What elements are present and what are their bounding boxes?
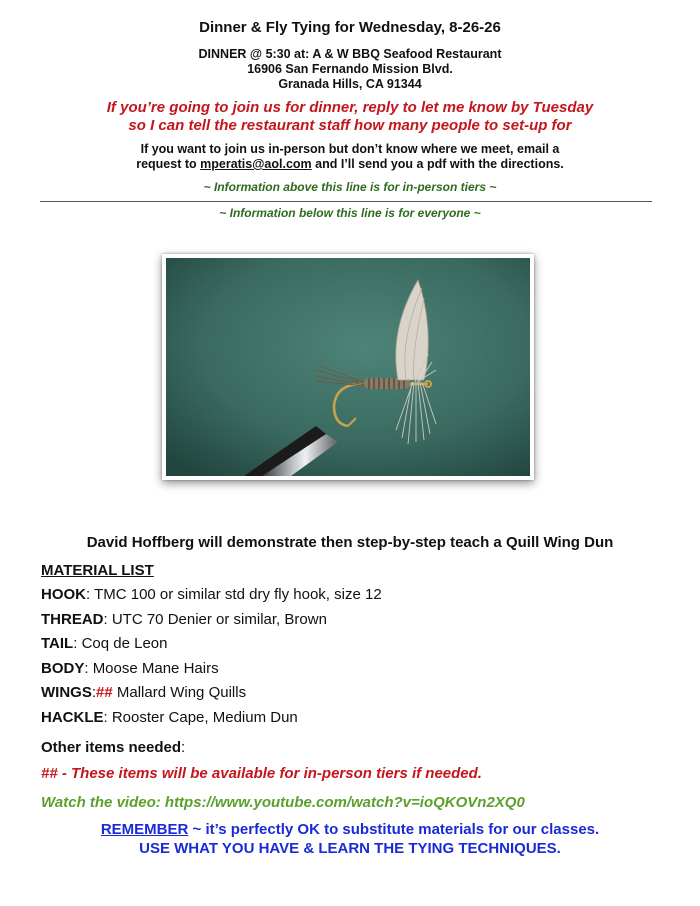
material-value: Rooster Cape, Medium Dun [111,708,298,726]
remember-keyword: REMEMBER [100,821,189,838]
directions-post: and I’ll send you a pdf with the directions. [311,157,564,171]
material-value: Moose Mane Hairs [92,659,219,677]
availability-note: ## - These items will be available for in-person tiers if needed. [41,765,482,782]
material-label: WINGS [41,684,92,701]
rsvp-line-1: If you’re going to join us for dinner, reply to let me know by Tuesday [106,99,594,116]
directions-line-2 [0,157,700,172]
demo-announcement: David Hoffberg will demonstrate then step-by-step teach a Quill Wing Dun [86,534,614,551]
other-items-colon: : [181,739,186,756]
material-sep: : [84,659,93,677]
rsvp-line-2: so I can tell the restaurant staff how many people to set-up for [128,117,572,134]
quill-wing-dun-image [166,258,530,476]
material-wings [41,684,661,709]
material-hook [41,586,661,611]
material-body [41,660,661,685]
material-sep: : [91,684,97,701]
availability-marker: ## [96,684,113,701]
video-link[interactable]: Watch the video: https://www.youtube.com/watch?v=ioQKOVn2XQ0 [41,794,525,811]
dinner-street: 16906 San Fernando Mission Blvd. [247,62,453,76]
remember-line-2: USE WHAT YOU HAVE & LEARN THE TYING TECHNIQUES. [139,840,561,857]
divider-line [40,201,652,202]
material-label: THREAD [41,610,104,628]
directions-line-1: If you want to join us in-person but don’t know where we meet, email a [140,142,560,156]
material-sep: : [103,610,112,628]
email-link[interactable]: mperatis@aol.com [200,157,312,171]
material-list [41,562,661,733]
rsvp-notice [0,99,700,135]
material-sep: : [73,635,82,652]
material-label: BODY [41,659,85,677]
material-tail [41,635,661,660]
remember-notice [0,820,700,858]
material-thread [41,611,661,636]
material-value: UTC 70 Denier or similar, Brown [111,610,327,628]
page-title: Dinner & Fly Tying for Wednesday, 8-26-26 [199,19,501,36]
material-label: TAIL [41,635,74,652]
material-value: Coq de Leon [81,635,168,652]
material-list-heading: MATERIAL LIST [41,562,154,579]
dinner-info [0,47,700,92]
material-value: TMC 100 or similar std dry fly hook, size 12 [94,586,382,603]
material-sep: : [103,708,112,726]
remember-line-1 [0,820,700,839]
other-items-heading [41,739,185,756]
fly-photo [162,254,534,480]
material-value: Mallard Wing Quills [112,684,247,701]
material-sep: : [86,586,95,603]
material-label: HOOK [41,586,86,603]
dinner-time-location: DINNER @ 5:30 at: A & W BBQ Seafood Restaurant [198,47,502,61]
material-hackle [41,709,661,734]
directions-info [0,142,700,172]
material-label: HACKLE [41,708,104,726]
remember-line-1-rest: ~ it’s perfectly OK to substitute materials for our classes. [188,821,600,838]
note-everyone: ~ Information below this line is for everyone ~ [219,206,481,220]
dinner-city: Granada Hills, CA 91344 [278,77,422,91]
directions-pre: request to [136,157,201,171]
other-items-label: Other items needed [41,739,182,756]
note-in-person: ~ Information above this line is for in-person tiers ~ [203,180,497,194]
